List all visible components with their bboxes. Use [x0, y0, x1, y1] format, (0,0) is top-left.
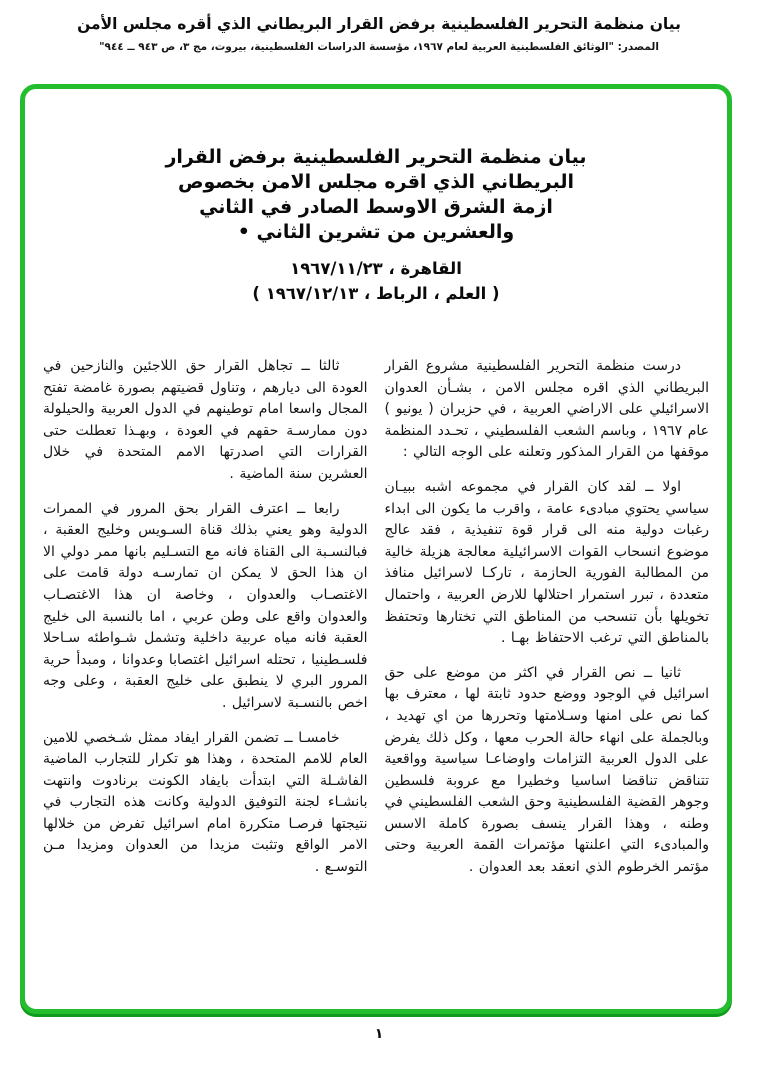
paragraph-intro: درست منظمة التحرير الفلسطينية مشروع القرار البريطاني الذي اقره مجلس الامن ، بشـأن العدوان الاسرائيلي على الاراضي العربية ، في حزيران ( يونيو ) عام ١٩٦٧ ، وباسم الشعب الفلسطيني ، تحـدد المنظمة موقفها من القرار المذكور وتعلنه على الوجه التالي : — [384, 358, 709, 461]
scan-header — [0, 0, 758, 53]
highlight-frame — [20, 84, 732, 1014]
paragraph-second-point: ثانيا ــ نص القرار في اكثر من موضع على حق اسرائيل في الوجود ووضع حدود ثابتة لها ، معترف بها كما نص على امنها وسـلامتها وتحررها من اي تهديد ، وبالجملة على انهاء حالة الحرب معها ، وكل ذلك يفرض على الدول العربية التزامات واوضاعـا سياسية وواقعية تتناقض تناقضا اساسيا وخطيرا مع عروبة فلسطين وجوهر القضية الفلسطينية وحق الشعب الفلسطيني في وطنه ، وهذا القرار ينسف بصورة كاملة الاسس والمبادىء التي اعلنتها مؤتمرات القمة العربية وحتى مؤتمر الخرطوم الذي انعقد بعد العدوان . — [384, 664, 709, 876]
statement-title-line-1: بيان منظمة التحرير الفلسطينية برفض القرار — [165, 146, 587, 168]
paragraph-first-point: اولا ــ لقد كان القرار في مجموعه اشبه ببيـان سياسي يحتوي مبادىء عامة ، واقرب ما يكون الى ابداء رغبات دولية منه الى قرار قوة تنفيذية ، فقد عالج موضوع انسحاب القوات الاسرائيلية معالجة هزيلة خالية من المطالبة الفورية الحازمة ، تاركـا لاسرائيل منافذ متعددة ، تبرر استمرار احتلالها للارض العربية ، واحتمال تخويلها بأن تنسحب من المناطق التي تختارها وتحتفظ بالمناطق التي ترغب الاحتفاظ بهـا . — [384, 478, 709, 647]
scan-header-title: بيان منظمة التحرير الفلسطينية برفض القرار البريطاني الذي أقره مجلس الأمن — [77, 15, 681, 33]
column-right — [385, 356, 710, 892]
date-line-cairo: القاهرة ، ١٩٦٧/١١/٢٣ — [290, 259, 462, 278]
body-columns — [25, 356, 727, 892]
paragraph-fifth-point: خامسـا ــ تضمن القرار ايفاد ممثل شـخصي للامين العام للامم المتحدة ، وهذا هو تكرار للتجارب الماضية الفاشـلة التي ابتدأت بايفاد الكونت برنادوت وانتهت بانشـاء لجنة التوفيق الدولية وكانت هذه التجارب في نتيجتها فرصـا متكررة امام اسرائيل تفرض من خلالها الامر الواقع وتثبت مزيدا من العدوان ومزيدا مـن التوسـع . — [43, 729, 368, 876]
date-line-alalam-rabat: ( العلم ، الرباط ، ١٩٦٧/١٢/١٣ ) — [252, 284, 500, 303]
page-number: ١ — [374, 1026, 384, 1042]
statement-title-line-3: ازمة الشرق الاوسط الصادر في الثاني — [199, 196, 553, 218]
scan-header-source: المصدر: "الوثائق الفلسطينية العربية لعام ١٩٦٧، مؤسسة الدراسات الفلسطينية، بيروت، مج ٣، ص ٩٤٣ ــ ٩٤٤" — [99, 41, 659, 53]
column-left — [43, 356, 368, 892]
paragraph-third-point: ثالثا ــ تجاهل القرار حق اللاجئين والنازحين في العودة الى ديارهم ، وتناول قضيتهم بصورة غامضة تفتح المجال واسعا امام توطينهم في الدول العربية والحيلولة دون ممارسـة حقهم في العودة ، وبهـذا تعطلت حتى القرارات التي اصدرتها الامم المتحدة في خلال العشرين سنة الماضية . — [43, 358, 368, 482]
statement-title-line-2: البريطاني الذي اقره مجلس الامن بخصوص — [177, 171, 575, 193]
paragraph-fourth-point: رابعا ــ اعترف القرار بحق المرور في الممرات الدولية وهو يعني بذلك قناة السـويس وخليج العقبة ، فبالنسـبة الى القناة فانه مع التسـليم بانها ممر دولي الا ان هذا الحق لا يمكن ان تمارسـه دولة قامت على الاغتصـاب والعدوان ، وخاصة ان هذا الاغتصـاب والعدوان واقع على وطن عربي ، اما بالنسبة الى خليج العقبة فانه مياه عربية داخلية وتشمل شـواطئه سـاحلا فلسـطينيا ، تحتله اسرائيل اغتصابا وعدوانا ، ومبدأ حرية المرور البري لا ينطبق على خليج العقبة ، وعلى وجه اخص بالنسـبة لاسرائيل . — [43, 500, 368, 711]
statement-dates — [25, 256, 727, 306]
statement-title — [25, 89, 727, 245]
statement-title-line-4: والعشرين من تشرين الثاني • — [237, 221, 515, 243]
